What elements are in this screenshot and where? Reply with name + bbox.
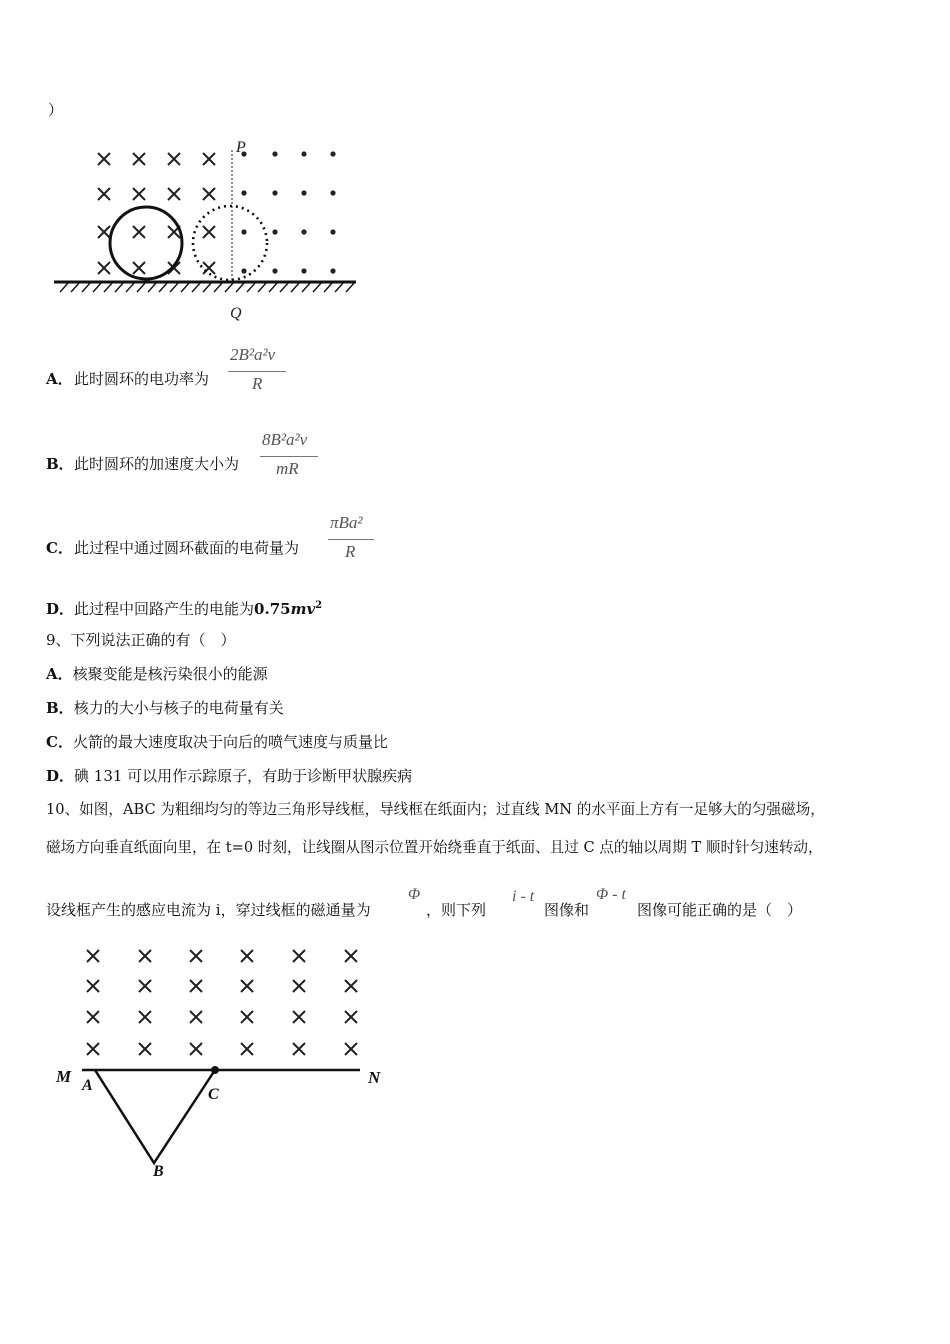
cross-mark bbox=[345, 950, 357, 962]
option-a-numerator: 2B²a²v bbox=[230, 345, 276, 364]
pivot-c bbox=[211, 1066, 219, 1074]
cross-mark bbox=[98, 188, 110, 200]
cross-mark bbox=[345, 1011, 357, 1023]
cross-mark bbox=[168, 188, 180, 200]
cross-mark bbox=[293, 980, 305, 992]
cross-mark bbox=[98, 153, 110, 165]
cross-mark bbox=[190, 1011, 202, 1023]
dot-mark bbox=[272, 151, 277, 156]
dot-mark bbox=[301, 229, 306, 234]
cross-mark bbox=[345, 980, 357, 992]
fraction-bar bbox=[328, 539, 374, 540]
cross-mark bbox=[203, 262, 215, 274]
dot-mark bbox=[301, 268, 306, 273]
q9-b-letter: B． bbox=[46, 699, 74, 717]
q10-line3-d: 图像可能正确的是（ ） bbox=[637, 901, 803, 919]
i-t-symbol: i - t bbox=[512, 888, 535, 905]
cross-mark bbox=[133, 226, 145, 238]
triangle-abc bbox=[95, 1070, 215, 1163]
continued-paren: ） bbox=[48, 101, 64, 119]
dot-mark bbox=[241, 268, 246, 273]
cross-mark bbox=[139, 950, 151, 962]
cross-mark bbox=[241, 950, 253, 962]
cross-mark bbox=[345, 1043, 357, 1055]
q9-c-text: 火箭的最大速度取决于向后的喷气速度与质量比 bbox=[72, 733, 388, 751]
dot-mark bbox=[272, 268, 277, 273]
cross-mark bbox=[190, 980, 202, 992]
cross-mark bbox=[98, 226, 110, 238]
cross-mark bbox=[190, 950, 202, 962]
field-into-page-crosses bbox=[98, 153, 215, 274]
cross-mark bbox=[139, 1011, 151, 1023]
cross-mark bbox=[203, 153, 215, 165]
label-c: C bbox=[208, 1086, 219, 1103]
ring-final-position bbox=[193, 206, 267, 280]
cross-mark bbox=[87, 1011, 99, 1023]
option-c-text: 此过程中通过圆环截面的电荷量为 bbox=[74, 539, 300, 557]
dot-mark bbox=[330, 190, 335, 195]
option-a-text: 此时圆环的电功率为 bbox=[74, 370, 210, 388]
cross-mark bbox=[241, 980, 253, 992]
option-d-value: 0.75 bbox=[254, 600, 291, 618]
q9-option-d bbox=[46, 766, 412, 786]
label-a: A bbox=[82, 1077, 93, 1094]
cross-mark bbox=[133, 262, 145, 274]
cross-mark bbox=[87, 1043, 99, 1055]
option-a-letter: A． bbox=[46, 370, 73, 388]
label-m: M bbox=[56, 1067, 72, 1086]
cross-mark bbox=[87, 980, 99, 992]
fraction-bar bbox=[228, 371, 286, 372]
dot-mark bbox=[272, 229, 277, 234]
cross-mark bbox=[190, 1043, 202, 1055]
cross-mark bbox=[241, 1043, 253, 1055]
q10-line1: 10、如图，ABC 为粗细均匀的等边三角形导线框，导线框在纸面内；过直线 MN 的水平面上方有一足够大的匀强磁场， bbox=[46, 801, 825, 818]
cross-mark bbox=[203, 226, 215, 238]
label-q: Q bbox=[230, 305, 242, 322]
option-c-denominator: R bbox=[345, 542, 356, 561]
cross-mark bbox=[133, 153, 145, 165]
cross-mark bbox=[293, 1043, 305, 1055]
option-b-denominator: mR bbox=[276, 459, 299, 478]
phi-t-symbol: Φ - t bbox=[596, 886, 626, 903]
option-c-letter: C． bbox=[46, 539, 73, 557]
cross-mark bbox=[139, 1043, 151, 1055]
cross-mark bbox=[133, 188, 145, 200]
cross-mark bbox=[293, 950, 305, 962]
ring-initial-position bbox=[110, 207, 182, 279]
option-d-letter: D． bbox=[46, 600, 75, 618]
option-d-var: mv bbox=[290, 600, 316, 618]
option-d bbox=[46, 596, 322, 619]
field-crosses bbox=[87, 950, 357, 1055]
dot-mark bbox=[301, 151, 306, 156]
q9-d-text: 碘 131 可以用作示踪原子，有助于诊断甲状腺疾病 bbox=[74, 767, 413, 785]
option-c-numerator: πBa² bbox=[330, 513, 363, 532]
fraction-bar bbox=[260, 456, 318, 457]
phi-symbol: Φ bbox=[408, 886, 421, 903]
q10-line3-a: 设线框产生的感应电流为 i，穿过线框的磁通量为 bbox=[46, 901, 371, 919]
q9-option-b bbox=[46, 698, 284, 718]
cross-mark bbox=[98, 262, 110, 274]
q9-a-text: 核聚变能是核污染很小的能源 bbox=[72, 665, 268, 683]
figure-triangle-frame bbox=[50, 936, 400, 1181]
option-d-text: 此过程中回路产生的电能为 bbox=[74, 600, 255, 618]
label-n: N bbox=[368, 1068, 381, 1087]
dot-mark bbox=[241, 229, 246, 234]
dot-mark bbox=[272, 190, 277, 195]
dot-mark bbox=[330, 268, 335, 273]
q10-line3-b: ，则下列 bbox=[426, 901, 487, 919]
dot-mark bbox=[330, 151, 335, 156]
option-b-letter: B． bbox=[46, 455, 74, 473]
q9-option-c bbox=[46, 732, 388, 752]
field-out-of-page-dots bbox=[241, 151, 335, 273]
option-b-numerator: 8B²a²v bbox=[262, 430, 308, 449]
option-d-sup: 2 bbox=[315, 600, 323, 611]
label-b: B bbox=[153, 1163, 164, 1180]
q9-c-letter: C． bbox=[46, 733, 73, 751]
option-a-denominator: R bbox=[252, 374, 263, 393]
dot-mark bbox=[301, 190, 306, 195]
dot-mark bbox=[241, 190, 246, 195]
q9-option-a bbox=[46, 664, 268, 684]
cross-mark bbox=[168, 153, 180, 165]
figure-ring-field bbox=[44, 132, 364, 327]
cross-mark bbox=[203, 188, 215, 200]
label-p: P bbox=[236, 139, 246, 156]
q9-a-letter: A． bbox=[46, 665, 73, 683]
q9-d-letter: D． bbox=[46, 767, 75, 785]
cross-mark bbox=[241, 1011, 253, 1023]
q9-stem: 9、下列说法正确的有（ ） bbox=[46, 631, 236, 649]
q9-b-text: 核力的大小与核子的电荷量有关 bbox=[73, 699, 284, 717]
cross-mark bbox=[139, 980, 151, 992]
cross-mark bbox=[293, 1011, 305, 1023]
cross-mark bbox=[87, 950, 99, 962]
q10-line2: 磁场方向垂直纸面向里，在 t=0 时刻，让线圈从图示位置开始绕垂直于纸面、且过 C 点的轴以周期 T 顺时针匀速转动， bbox=[46, 839, 823, 856]
dot-mark bbox=[330, 229, 335, 234]
option-b-text: 此时圆环的加速度大小为 bbox=[74, 455, 240, 473]
q10-line3-c: 图像和 bbox=[544, 901, 590, 919]
